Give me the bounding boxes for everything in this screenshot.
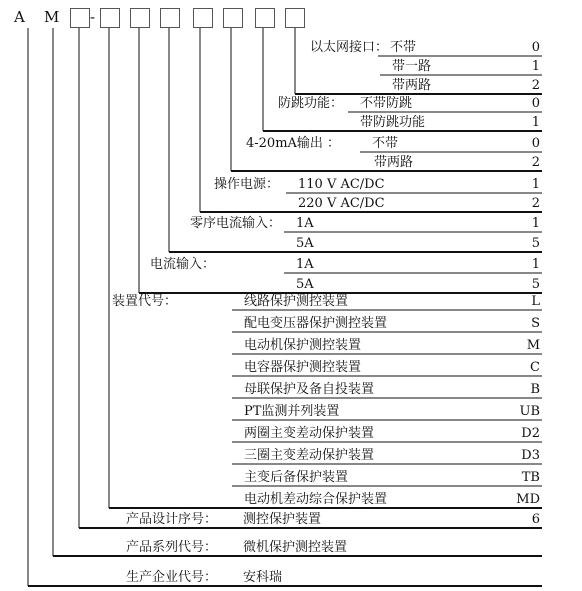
option-code-current: 5: [531, 277, 540, 292]
option-text-analog_output: 不带: [372, 136, 399, 151]
code-box: [160, 8, 180, 28]
option-text-series: 微机保护测控装置: [243, 540, 348, 555]
option-text-device: 母联保护及备自投装置: [244, 382, 375, 397]
option-text-power: 110 V AC/DC: [298, 177, 385, 192]
option-code-device: L: [531, 294, 540, 309]
option-text-zero_seq: 5A: [296, 236, 314, 251]
code-box: [255, 8, 275, 28]
option-code-device: D2: [521, 426, 540, 441]
option-code-device: TB: [521, 470, 540, 485]
option-code-device: C: [530, 360, 540, 375]
code-box: [100, 8, 120, 28]
option-text-device: 线路保护测控装置: [244, 294, 349, 309]
option-code-power: 1: [531, 177, 540, 192]
option-text-ethernet: 不带: [390, 40, 417, 55]
option-code-device: S: [531, 316, 540, 331]
option-code-ethernet: 0: [531, 40, 540, 55]
option-code-device: UB: [519, 404, 540, 419]
group-label-power: 操作电源：: [214, 177, 280, 192]
option-text-anti_jump: 带防跳功能: [360, 115, 426, 130]
group-label-current: 电流输入：: [150, 257, 216, 272]
option-code-design_seq: 6: [531, 512, 540, 527]
group-label-ethernet: 以太网接口：: [310, 40, 389, 55]
group-label-anti_jump: 防跳功能：: [278, 96, 344, 111]
option-text-ethernet: 带一路: [392, 59, 432, 74]
option-code-power: 2: [531, 196, 540, 211]
option-text-device: 主变后备保护装置: [244, 470, 349, 485]
group-label-device: 装置代号：: [112, 294, 178, 309]
option-text-device: 配电变压器保护测控装置: [244, 316, 388, 331]
option-code-analog_output: 0: [531, 136, 540, 151]
group-label-series: 产品系列代号：: [126, 540, 218, 555]
option-text-device: 电动机保护测控装置: [244, 338, 362, 353]
option-code-anti_jump: 0: [531, 96, 540, 111]
option-text-current: 5A: [296, 277, 314, 292]
option-text-device: 电动机差动综合保护装置: [244, 492, 388, 507]
option-text-power: 220 V AC/DC: [298, 196, 385, 211]
header-letter: M: [44, 8, 60, 26]
option-code-zero_seq: 5: [531, 236, 540, 251]
code-box: [285, 8, 305, 28]
option-code-current: 1: [531, 257, 540, 272]
option-text-device: 电容器保护测控装置: [244, 360, 362, 375]
option-text-current: 1A: [296, 257, 314, 272]
option-text-analog_output: 带两路: [374, 155, 414, 170]
option-code-anti_jump: 1: [531, 115, 540, 130]
option-text-ethernet: 带两路: [392, 78, 432, 93]
option-text-maker: 安科瑞: [243, 570, 283, 585]
option-code-device: B: [530, 382, 540, 397]
option-code-device: D3: [521, 448, 540, 463]
option-code-device: MD: [516, 492, 540, 507]
code-box: [223, 8, 243, 28]
header-letter: A: [14, 8, 25, 26]
option-text-design_seq: 测控保护装置: [243, 512, 322, 527]
code-box: [193, 8, 213, 28]
option-code-analog_output: 2: [531, 155, 540, 170]
header-dash: -: [90, 8, 96, 26]
group-label-maker: 生产企业代号：: [126, 570, 218, 585]
option-text-zero_seq: 1A: [296, 216, 314, 231]
group-label-zero_seq: 零序电流输入：: [190, 216, 282, 231]
option-code-ethernet: 2: [531, 78, 540, 93]
code-box: [70, 8, 90, 28]
group-label-analog_output: 4-20mA输出 ：: [246, 136, 341, 151]
option-text-device: 三圈主变差动保护装置: [244, 448, 375, 463]
option-code-device: M: [526, 338, 540, 353]
option-code-zero_seq: 1: [531, 216, 540, 231]
option-text-device: 两圈主变差动保护装置: [244, 426, 375, 441]
group-label-design_seq: 产品设计序号：: [126, 512, 218, 527]
option-text-anti_jump: 不带防跳: [360, 96, 413, 111]
code-box: [130, 8, 150, 28]
option-code-ethernet: 1: [531, 59, 540, 74]
option-text-device: PT监测并列装置: [244, 404, 340, 419]
